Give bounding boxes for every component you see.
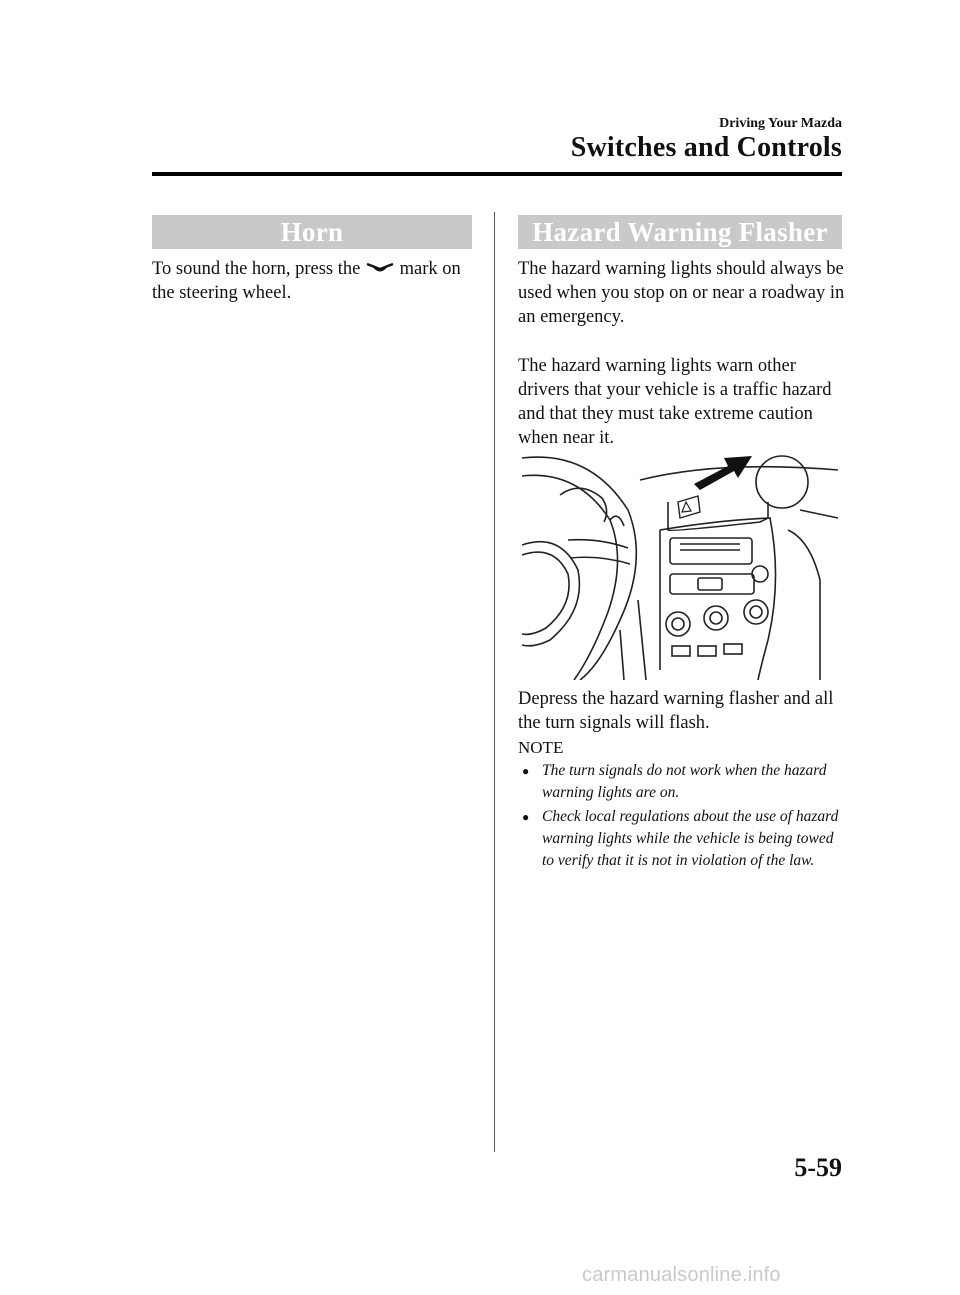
hazard-paragraph-1: The hazard warning lights should always be used when you stop on or near a roadway in an emergency. (518, 259, 845, 327)
note-item (520, 806, 840, 872)
hazard-paragraph-2: The hazard warning lights warn other drivers that your vehicle is a traffic hazard and that they must take extreme caution when near it. (518, 356, 832, 448)
section-title: Switches and Controls (570, 132, 842, 163)
bullet-icon: ● (522, 764, 530, 778)
bullet-icon: ● (522, 810, 530, 824)
horn-text-before: To sound the horn, press the (152, 259, 361, 279)
horn-text-after: mark on the steering wheel. (152, 259, 461, 303)
note-text: Check local regulations about the use of hazard warning lights while the vehicle is being towed to verify that it is not in violation of the law. (542, 808, 839, 869)
hazard-heading: Hazard Warning Flasher (518, 215, 842, 249)
horn-icon (365, 261, 395, 275)
horn-text (152, 257, 482, 305)
watermark: carmanualsonline.info (582, 1264, 781, 1286)
note-item (520, 760, 840, 804)
hazard-paragraph-3: Depress the hazard warning flasher and all the turn signals will flash. (518, 689, 834, 733)
note-list (520, 760, 840, 874)
section-kicker: Driving Your Mazda (719, 116, 842, 131)
header-rule (152, 172, 842, 176)
note-text: The turn signals do not work when the hazard warning lights are on. (542, 762, 827, 801)
note-label: NOTE (518, 738, 564, 757)
dashboard-illustration (520, 440, 840, 680)
page-number: 5-59 (794, 1153, 842, 1182)
horn-heading: Horn (152, 215, 472, 249)
column-divider (494, 212, 495, 1152)
